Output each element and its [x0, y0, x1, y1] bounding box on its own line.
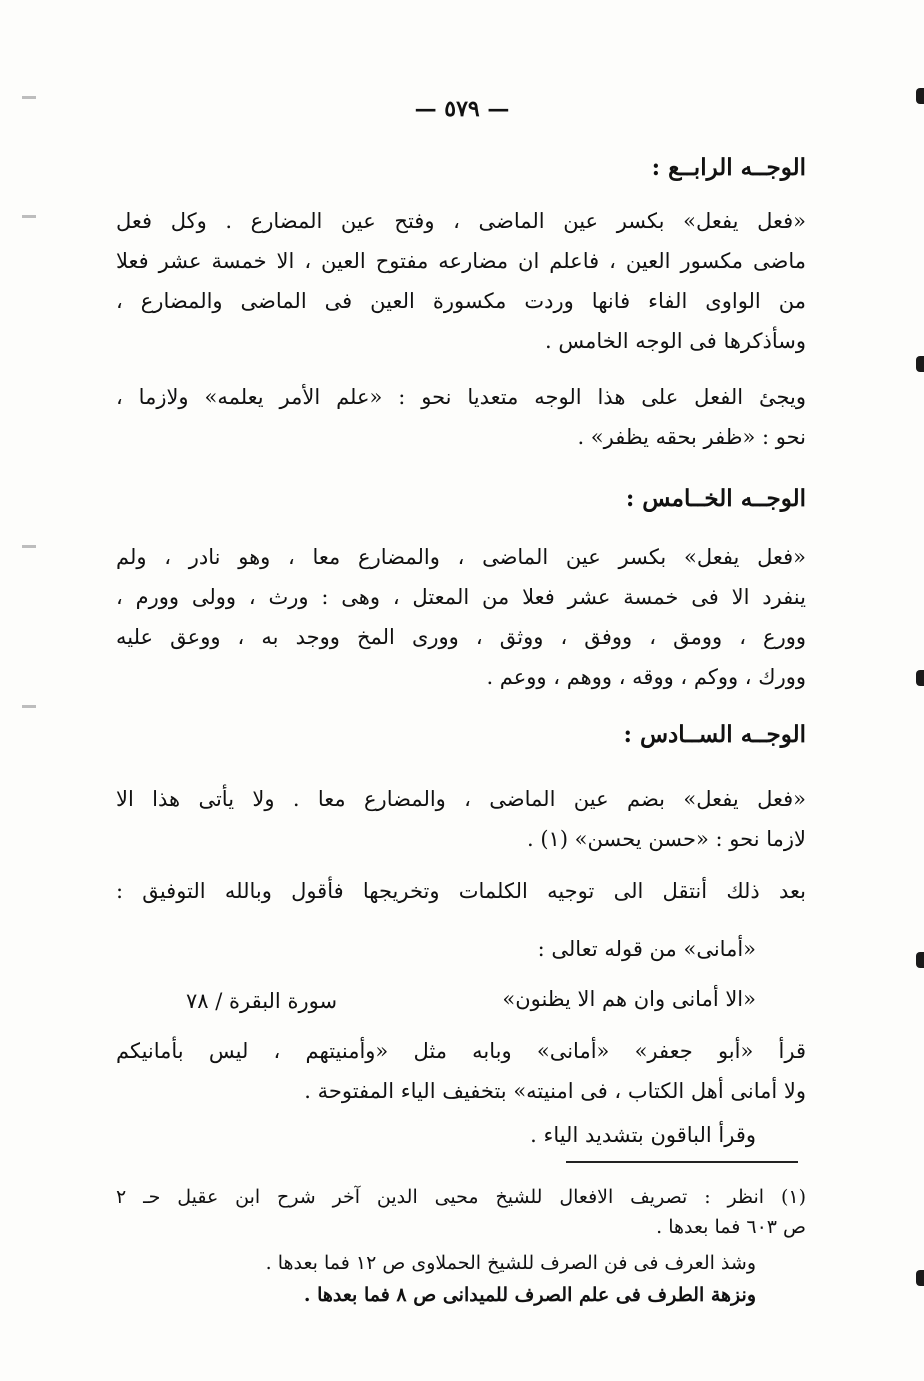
- paragraph-line: وورك ، ووكم ، ووقه ، ووهم ، ووعم .: [486, 665, 806, 689]
- paragraph-line: «أمانى» من قوله تعالى :: [537, 937, 756, 961]
- footnote-line: وشذ العرف فى فن الصرف للشيخ الحملاوى ص ١٢ فما بعدها .: [265, 1252, 756, 1274]
- footnote-divider: [566, 1161, 798, 1163]
- heading-fourth-form: الوجــه الرابــع :: [651, 154, 806, 181]
- paragraph-line: من الواوى الفاء فانها وردت مكسورة العين فى الماضى والمضارع ،: [116, 289, 806, 313]
- paragraph-line: قرأ «أبو جعفر» «أمانى» وبابه مثل «وأمنيتهم ، ليس بأمانيكم: [116, 1039, 806, 1063]
- scan-edge-mark: [916, 670, 924, 686]
- scan-edge-mark: [916, 88, 924, 104]
- paragraph-line: «فعل يفعل» بكسر عين الماضى ، والمضارع معا ، وهو نادر ، ولم: [116, 545, 806, 569]
- paragraph-line: «فعل يفعل» بكسر عين الماضى ، وفتح عين المضارع . وكل فعل: [116, 209, 806, 233]
- paragraph-line: ماضى مكسور العين ، فاعلم ان مضارعه مفتوح العين ، الا خمسة عشر فعلا: [116, 249, 806, 273]
- scan-speck: [22, 545, 36, 548]
- page-number: — ٥٧٩ —: [414, 96, 510, 122]
- footnote-line: (١) انظر : تصريف الافعال للشيخ محيى الدين آخر شرح ابن عقيل حـ ٢: [116, 1186, 806, 1208]
- paragraph-line: ينفرد الا فى خمسة عشر فعلا من المعتل ، وهى : ورث ، وولى وورم ،: [116, 585, 806, 609]
- paragraph-line: وورع ، وومق ، ووفق ، ووثق ، وورى المخ ووجد به ، ووعق عليه: [116, 625, 806, 649]
- paragraph-line: بعد ذلك أنتقل الى توجيه الكلمات وتخريجها فأقول وبالله التوفيق :: [116, 879, 806, 903]
- footnote-line: ص ٦٠٣ فما بعدها .: [656, 1216, 806, 1238]
- scan-speck: [22, 215, 36, 218]
- paragraph-line: وسأذكرها فى الوجه الخامس .: [545, 329, 806, 353]
- heading-fifth-form: الوجــه الخــامس :: [625, 485, 806, 512]
- scan-speck: [22, 96, 36, 99]
- heading-sixth-form: الوجــه الســادس :: [623, 721, 806, 748]
- paragraph-line: لازما نحو : «حسن يحسن» (١) .: [526, 827, 806, 851]
- scan-edge-mark: [916, 356, 924, 372]
- scan-edge-mark: [916, 1270, 924, 1286]
- paragraph-line: نحو : «ظفر بحقه يظفر» .: [577, 425, 806, 449]
- verse-reference: سورة البقرة / ٧٨: [186, 989, 338, 1013]
- scan-speck: [22, 705, 36, 708]
- paragraph-line: «فعل يفعل» بضم عين الماضى ، والمضارع معا . ولا يأتى هذا الا: [116, 787, 806, 811]
- paragraph-line: ولا أمانى أهل الكتاب ، فى امنيته» بتخفيف الياء المفتوحة .: [304, 1079, 806, 1103]
- paragraph-line: ويجئ الفعل على هذا الوجه متعديا نحو : «علم الأمر يعلمه» ولازما ،: [116, 385, 806, 409]
- quran-verse: «الا أمانى وان هم الا يظنون»: [502, 987, 756, 1011]
- scan-edge-mark: [916, 952, 924, 968]
- footnote-line: ونزهة الطرف فى علم الصرف للميدانى ص ٨ فما بعدها .: [303, 1284, 756, 1306]
- paragraph-line: وقرأ الباقون بتشديد الياء .: [530, 1123, 756, 1147]
